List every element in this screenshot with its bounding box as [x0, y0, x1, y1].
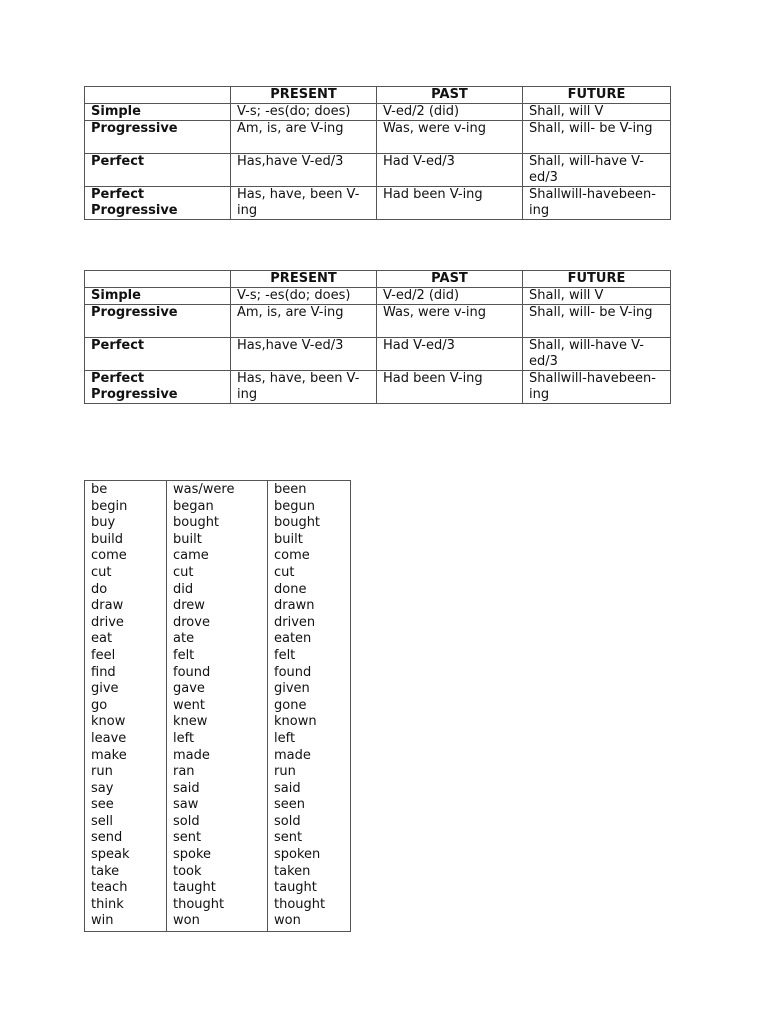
past-simple-cell: felt: [167, 648, 268, 665]
tense-row-progressive: [85, 121, 671, 154]
past-participle-cell: come: [268, 548, 351, 565]
header-cell-present: PRESENT: [231, 271, 377, 288]
future-cell: Shallwill-havebeen-ing: [523, 187, 671, 220]
past-cell: Had V-ed/3: [377, 154, 523, 187]
past-participle-cell: sent: [268, 830, 351, 847]
present-cell: Has,have V-ed/3: [231, 154, 377, 187]
row-label: Progressive: [85, 305, 231, 338]
base-form-cell: do: [85, 582, 167, 599]
verb-row: [85, 532, 351, 549]
base-form-cell: cut: [85, 565, 167, 582]
past-participle-cell: spoken: [268, 847, 351, 864]
past-simple-cell: gave: [167, 681, 268, 698]
tense-row-simple: [85, 104, 671, 121]
base-form-cell: give: [85, 681, 167, 698]
verb-row: [85, 880, 351, 897]
verb-row: [85, 515, 351, 532]
base-form-cell: be: [85, 481, 167, 499]
past-cell: Was, were v-ing: [377, 305, 523, 338]
present-cell: Has,have V-ed/3: [231, 338, 377, 371]
past-participle-cell: run: [268, 764, 351, 781]
past-participle-cell: done: [268, 582, 351, 599]
tense-table-1: [84, 86, 671, 220]
verb-row: [85, 665, 351, 682]
verb-row: [85, 499, 351, 516]
present-cell: Am, is, are V-ing: [231, 305, 377, 338]
irregular-verb-table: [84, 480, 351, 932]
row-label: Perfect Progressive: [85, 371, 231, 404]
present-cell: Am, is, are V-ing: [231, 121, 377, 154]
base-form-cell: leave: [85, 731, 167, 748]
tense-row-simple: [85, 288, 671, 305]
past-participle-cell: built: [268, 532, 351, 549]
present-cell: Has, have, been V-ing: [231, 371, 377, 404]
past-participle-cell: seen: [268, 797, 351, 814]
base-form-cell: buy: [85, 515, 167, 532]
past-participle-cell: eaten: [268, 631, 351, 648]
tense-row-perfect-progressive: [85, 187, 671, 220]
future-cell: Shall, will-have V-ed/3: [523, 338, 671, 371]
base-form-cell: feel: [85, 648, 167, 665]
verb-row: [85, 897, 351, 914]
base-form-cell: teach: [85, 880, 167, 897]
base-form-cell: win: [85, 913, 167, 931]
verb-row: [85, 847, 351, 864]
past-simple-cell: did: [167, 582, 268, 599]
verb-row: [85, 648, 351, 665]
past-simple-cell: thought: [167, 897, 268, 914]
past-participle-cell: drawn: [268, 598, 351, 615]
header-cell-past: PAST: [377, 87, 523, 104]
base-form-cell: begin: [85, 499, 167, 516]
verb-row: [85, 698, 351, 715]
base-form-cell: draw: [85, 598, 167, 615]
base-form-cell: say: [85, 781, 167, 798]
past-simple-cell: ate: [167, 631, 268, 648]
irregular-verb-body: [85, 481, 351, 932]
header-cell-present: PRESENT: [231, 87, 377, 104]
past-simple-cell: built: [167, 532, 268, 549]
base-form-cell: send: [85, 830, 167, 847]
past-simple-cell: knew: [167, 714, 268, 731]
past-participle-cell: won: [268, 913, 351, 931]
base-form-cell: eat: [85, 631, 167, 648]
base-form-cell: build: [85, 532, 167, 549]
tense-header-row: [85, 271, 671, 288]
verb-row: [85, 864, 351, 881]
verb-row: [85, 913, 351, 931]
past-participle-cell: left: [268, 731, 351, 748]
past-participle-cell: taken: [268, 864, 351, 881]
verb-row: [85, 797, 351, 814]
base-form-cell: come: [85, 548, 167, 565]
past-simple-cell: found: [167, 665, 268, 682]
past-cell: Had been V-ing: [377, 371, 523, 404]
present-cell: Has, have, been V-ing: [231, 187, 377, 220]
base-form-cell: speak: [85, 847, 167, 864]
base-form-cell: think: [85, 897, 167, 914]
past-participle-cell: made: [268, 748, 351, 765]
present-cell: V-s; -es(do; does): [231, 104, 377, 121]
future-cell: Shall, will V: [523, 104, 671, 121]
past-participle-cell: been: [268, 481, 351, 499]
future-cell: Shallwill-havebeen-ing: [523, 371, 671, 404]
row-label: Perfect: [85, 338, 231, 371]
past-simple-cell: ran: [167, 764, 268, 781]
past-participle-cell: cut: [268, 565, 351, 582]
past-simple-cell: said: [167, 781, 268, 798]
past-simple-cell: drew: [167, 598, 268, 615]
past-simple-cell: left: [167, 731, 268, 748]
past-simple-cell: bought: [167, 515, 268, 532]
past-participle-cell: said: [268, 781, 351, 798]
future-cell: Shall, will- be V-ing: [523, 305, 671, 338]
past-participle-cell: known: [268, 714, 351, 731]
past-simple-cell: spoke: [167, 847, 268, 864]
past-simple-cell: cut: [167, 565, 268, 582]
verb-row: [85, 731, 351, 748]
past-cell: Had V-ed/3: [377, 338, 523, 371]
base-form-cell: see: [85, 797, 167, 814]
base-form-cell: drive: [85, 615, 167, 632]
past-simple-cell: went: [167, 698, 268, 715]
tense-header-row: [85, 87, 671, 104]
verb-row: [85, 748, 351, 765]
verb-row: [85, 548, 351, 565]
past-participle-cell: given: [268, 681, 351, 698]
past-participle-cell: felt: [268, 648, 351, 665]
base-form-cell: find: [85, 665, 167, 682]
base-form-cell: run: [85, 764, 167, 781]
header-cell-blank: [85, 87, 231, 104]
past-simple-cell: sold: [167, 814, 268, 831]
base-form-cell: sell: [85, 814, 167, 831]
header-cell-blank: [85, 271, 231, 288]
past-simple-cell: was/were: [167, 481, 268, 499]
tense-row-perfect-progressive: [85, 371, 671, 404]
past-simple-cell: took: [167, 864, 268, 881]
past-cell: V-ed/2 (did): [377, 104, 523, 121]
verb-row: [85, 565, 351, 582]
past-participle-cell: found: [268, 665, 351, 682]
past-participle-cell: gone: [268, 698, 351, 715]
verb-row: [85, 781, 351, 798]
past-simple-cell: sent: [167, 830, 268, 847]
past-simple-cell: drove: [167, 615, 268, 632]
present-cell: V-s; -es(do; does): [231, 288, 377, 305]
verb-row: [85, 582, 351, 599]
verb-row: [85, 764, 351, 781]
tense-table-2: [84, 270, 671, 404]
tense-row-progressive: [85, 305, 671, 338]
base-form-cell: take: [85, 864, 167, 881]
verb-row: [85, 598, 351, 615]
future-cell: Shall, will- be V-ing: [523, 121, 671, 154]
past-cell: V-ed/2 (did): [377, 288, 523, 305]
header-cell-future: FUTURE: [523, 271, 671, 288]
verb-row: [85, 830, 351, 847]
past-simple-cell: made: [167, 748, 268, 765]
past-simple-cell: began: [167, 499, 268, 516]
verb-row: [85, 481, 351, 499]
past-participle-cell: thought: [268, 897, 351, 914]
verb-row: [85, 631, 351, 648]
past-cell: Was, were v-ing: [377, 121, 523, 154]
past-participle-cell: sold: [268, 814, 351, 831]
past-simple-cell: came: [167, 548, 268, 565]
row-label: Perfect: [85, 154, 231, 187]
past-simple-cell: taught: [167, 880, 268, 897]
row-label: Simple: [85, 104, 231, 121]
past-participle-cell: bought: [268, 515, 351, 532]
header-cell-past: PAST: [377, 271, 523, 288]
verb-row: [85, 714, 351, 731]
row-label: Progressive: [85, 121, 231, 154]
row-label: Simple: [85, 288, 231, 305]
tense-row-perfect: [85, 154, 671, 187]
verb-row: [85, 814, 351, 831]
past-participle-cell: taught: [268, 880, 351, 897]
past-simple-cell: saw: [167, 797, 268, 814]
verb-row: [85, 681, 351, 698]
past-participle-cell: begun: [268, 499, 351, 516]
future-cell: Shall, will-have V-ed/3: [523, 154, 671, 187]
base-form-cell: know: [85, 714, 167, 731]
future-cell: Shall, will V: [523, 288, 671, 305]
past-simple-cell: won: [167, 913, 268, 931]
header-cell-future: FUTURE: [523, 87, 671, 104]
past-participle-cell: driven: [268, 615, 351, 632]
past-cell: Had been V-ing: [377, 187, 523, 220]
tense-row-perfect: [85, 338, 671, 371]
verb-row: [85, 615, 351, 632]
base-form-cell: make: [85, 748, 167, 765]
base-form-cell: go: [85, 698, 167, 715]
row-label: Perfect Progressive: [85, 187, 231, 220]
